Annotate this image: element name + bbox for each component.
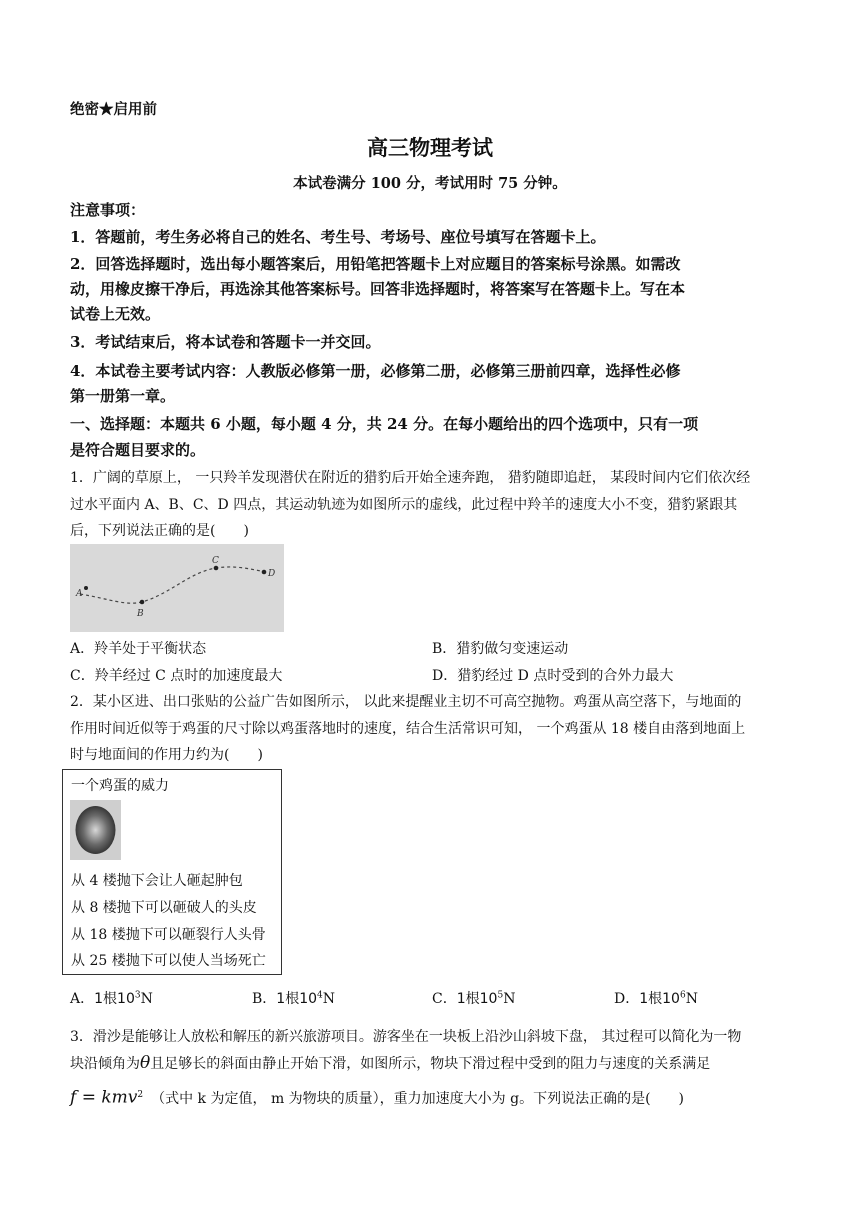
note-item-4-line-1: 4．本试卷主要考试内容：人教版必修第一册，必修第二册，必修第三册前四章，选择性必修 [70, 362, 681, 380]
point-b [140, 600, 145, 605]
option-exponent: 5 [497, 990, 504, 1001]
q2-stem-line-1: 2．某小区进、出口张贴的公益广告如图所示， 以此来提醒业主切不可高空抛物。鸡蛋从高空落下，与地面的 [70, 694, 742, 710]
point-c [214, 566, 219, 571]
note-item-2-line-3: 试卷上无效。 [70, 305, 161, 323]
option-unit: N [322, 991, 336, 1007]
point-a [84, 586, 88, 590]
resistance-formula: f = kmv [70, 1087, 138, 1108]
q1-option-c[interactable]: C．羚羊经过 C 点时的加速度最大 [70, 668, 283, 684]
q3-line-2-start: 块沿倾角为 [70, 1056, 140, 1072]
option-unit: N [685, 991, 698, 1007]
notes-heading: 注意事项： [70, 201, 146, 219]
option-base: 1根10 [456, 991, 498, 1007]
poster-line-2: 从 8 楼抛下可以砸破人的头皮 [71, 900, 257, 916]
q1-option-a[interactable]: A．羚羊处于平衡状态 [70, 641, 207, 657]
q1-stem-line-2: 过水平面内 A、B、C、D 四点，其运动轨迹为如图所示的虚线，此过程中羚羊的速度大小不变，猎豹紧跟其 [70, 497, 738, 513]
confidential-label: 绝密★启用前 [70, 101, 157, 118]
option-exponent: 3 [134, 990, 141, 1001]
q1-trajectory-figure [70, 544, 284, 632]
q2-option-c[interactable] [432, 988, 515, 1008]
note-item-2-line-1: 2．回答选择题时，选出每小题答案后，用铅笔把答题卡上对应题目的答案标号涂黑。如需改 [70, 255, 681, 273]
exam-subtitle: 本试卷满分 100 分，考试用时 75 分钟。 [293, 175, 567, 192]
q2-stem-line-3: 时与地面间的作用力约为( ) [70, 747, 263, 763]
q1-stem-line-1: 1．广阔的草原上， 一只羚羊发现潜伏在附近的猎豹后开始全速奔跑， 猎豹随即追赶， 某段时间内它们依次经 [70, 470, 751, 486]
formula-exponent: 2 [137, 1090, 144, 1100]
poster-line-3: 从 18 楼抛下可以砸裂行人头骨 [71, 927, 266, 943]
note-item-1: 1．答题前，考生务必将自己的姓名、考生号、考场号、座位号填写在答题卡上。 [70, 228, 606, 246]
point-d [262, 570, 267, 575]
q2-option-a[interactable] [70, 988, 153, 1008]
label-a: A [76, 589, 83, 599]
option-letter: B． [252, 991, 277, 1007]
label-b: B [137, 609, 144, 619]
q3-stem-line-1: 3．滑沙是能够让人放松和解压的新兴旅游项目。游客坐在一块板上沿沙山斜坡下盘， 其过程可以简化为一物 [70, 1029, 742, 1045]
section-1-heading-line-1: 一、选择题：本题共 6 小题，每小题 4 分，共 24 分。在每小题给出的四个选项中，只有一项 [70, 415, 699, 433]
q1-option-d[interactable]: D．猎豹经过 D 点时受到的合外力最大 [432, 668, 674, 684]
note-item-2-line-2: 动，用橡皮擦干净后，再选涂其他答案标号。回答非选择题时，将答案写在答题卡上。写在本 [70, 280, 686, 298]
theta-symbol: θ [140, 1053, 151, 1073]
egg-poster [62, 769, 282, 975]
option-unit: N [503, 991, 516, 1007]
q3-stem-line-3 [70, 1085, 684, 1109]
poster-line-1: 从 4 楼抛下会让人砸起肿包 [71, 873, 243, 889]
poster-line-4: 从 25 楼抛下可以使人当场死亡 [71, 953, 266, 969]
option-unit: N [140, 991, 153, 1007]
note-item-3: 3．考试结束后，将本试卷和答题卡一并交回。 [70, 333, 381, 351]
q3-line-2-end: 且足够长的斜面由静止开始下滑，如图所示，物块下滑过程中受到的阻力与速度的关系满足 [150, 1056, 711, 1072]
option-base: 1根10 [276, 991, 318, 1007]
q1-stem-line-3: 后，下列说法正确的是( ) [70, 523, 249, 539]
option-exponent: 6 [679, 990, 686, 1001]
q2-stem-line-2: 作用时间近似等于鸡蛋的尺寸除以鸡蛋落地时的速度，结合生活常识可知， 一个鸡蛋从 18 楼自由落到地面上 [70, 721, 746, 737]
option-letter: D． [614, 991, 640, 1007]
page-title: 高三物理考试 [367, 135, 493, 160]
option-letter: A． [70, 991, 95, 1007]
q3-line-3-text: （式中 k 为定值， m 为物块的质量），重力加速度大小为 g。下列说法正确的是( ) [151, 1090, 685, 1107]
label-c: C [212, 556, 219, 566]
q2-option-b[interactable] [252, 988, 335, 1008]
q2-option-d[interactable] [614, 988, 698, 1008]
option-letter: C． [432, 991, 457, 1007]
option-base: 1根10 [639, 991, 680, 1007]
poster-title: 一个鸡蛋的威力 [71, 778, 169, 794]
option-exponent: 4 [317, 990, 323, 1001]
note-item-4-line-2: 第一册第一章。 [70, 387, 176, 405]
q3-stem-line-2 [70, 1053, 710, 1074]
label-d: D [268, 569, 276, 579]
section-1-heading-line-2: 是符合题目要求的。 [70, 441, 206, 459]
egg-image [70, 800, 121, 860]
q1-option-b[interactable]: B．猎豹做匀变速运动 [432, 641, 569, 657]
option-base: 1根10 [94, 991, 135, 1007]
